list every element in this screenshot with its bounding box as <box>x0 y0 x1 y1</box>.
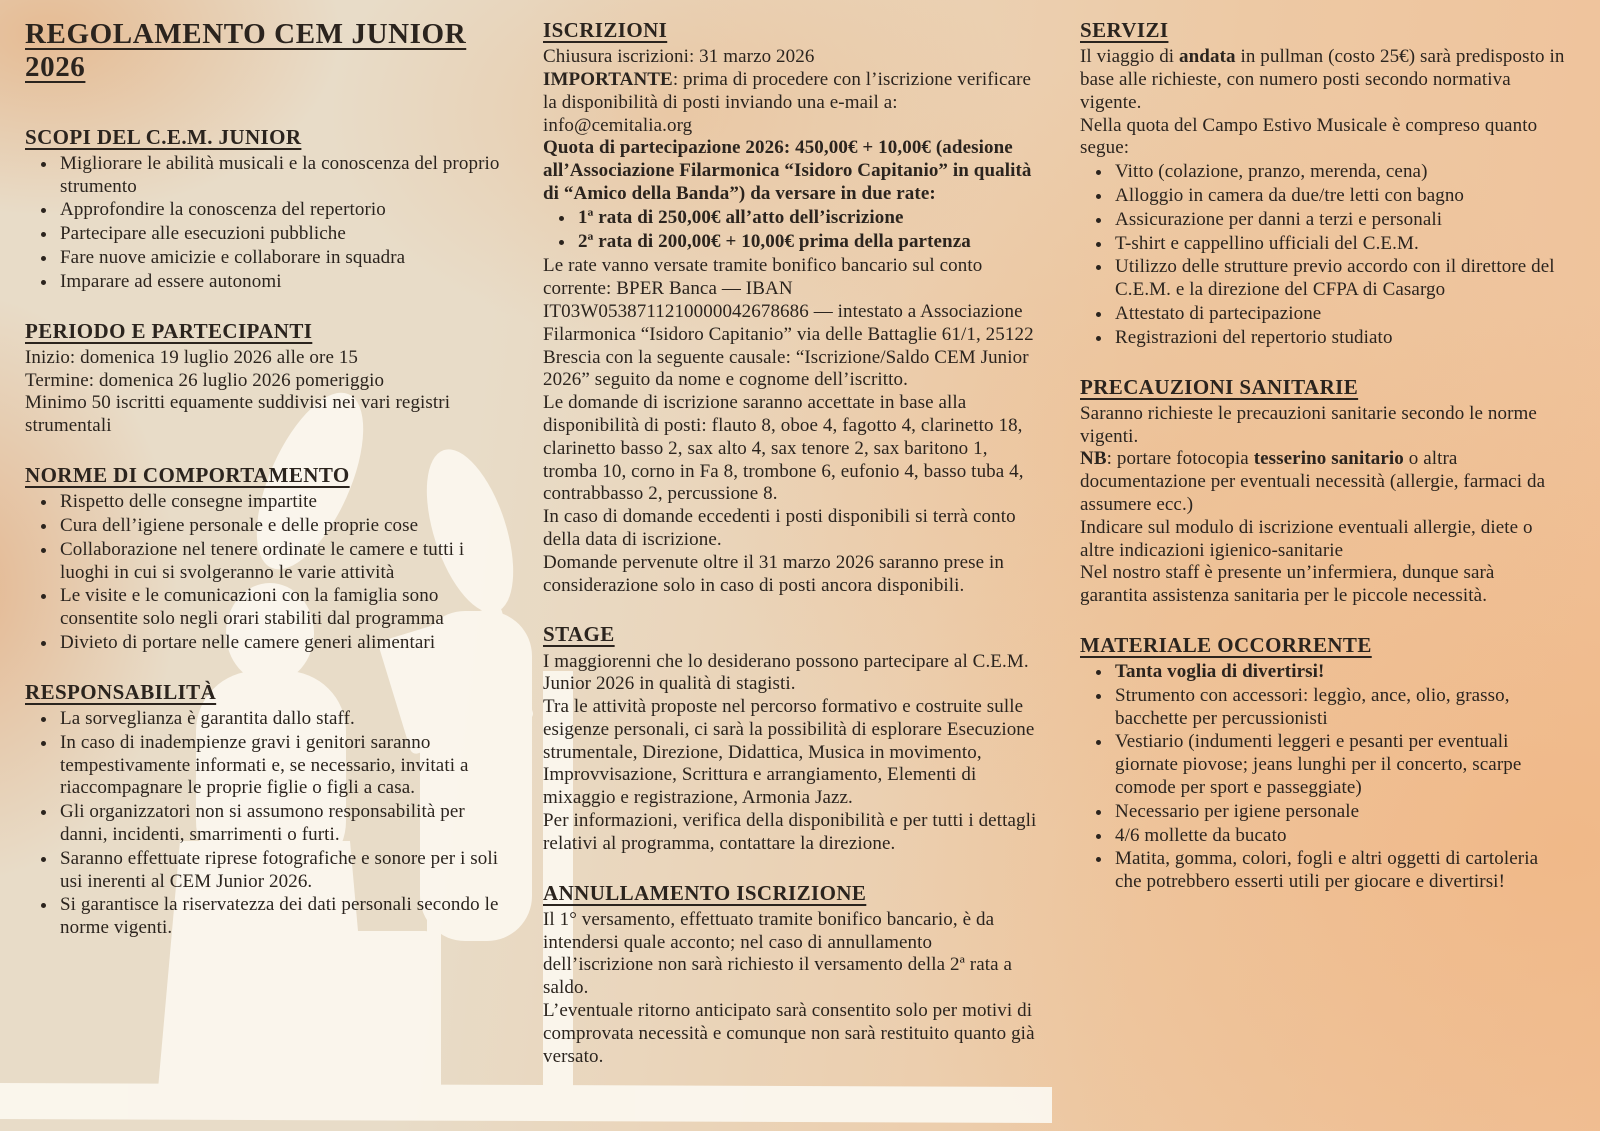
text-run: Nel nostro staff è presente un’infermiera, dunque sarà garantita assistenza sanitaria per le piccole necessità. <box>1080 562 1495 607</box>
text-run: Migliorare le abilità musicali e la conoscenza del proprio strumento <box>60 152 500 197</box>
text-run: Alloggio in camera da due/tre letti con bagno <box>1115 184 1465 206</box>
paragraph <box>1080 115 1566 161</box>
bold-text: Tanta voglia di divertirsi! <box>1115 661 1325 683</box>
text-run: In caso di domande eccedenti i posti disponibili si terrà conto della data di iscrizione. <box>543 506 1016 550</box>
paragraph <box>543 255 1040 392</box>
paragraph <box>1080 448 1566 516</box>
bold-text: IMPORTANTE <box>543 68 673 90</box>
bold-text: 2ª rata di 200,00€ + 10,00€ prima della partenza <box>578 230 971 252</box>
text-run: Le domande di iscrizione saranno accettate in base alla disponibilità di posti: flauto 8, oboe 4, fagotto 4, clarinetto 18, clarinetto basso 2, sax alto 4, sax tenore 2, sax baritono 1, tromba 10, corno in Fa 8, trombone 6, eufonio 4, basso tuba 4, contrabbasso 2, percussione 8. <box>543 392 1024 505</box>
bullet-list <box>25 708 503 940</box>
text-run: Imparare ad essere autonomi <box>60 270 282 292</box>
paragraph <box>543 552 1040 598</box>
section <box>1080 633 1566 894</box>
bullet-list <box>25 491 503 655</box>
section <box>25 463 503 655</box>
text-run: Partecipare alle esecuzioni pubbliche <box>60 223 346 245</box>
bullet-item <box>58 732 503 800</box>
paragraph <box>543 137 1040 205</box>
section-heading: SCOPI DEL C.E.M. JUNIOR <box>25 124 302 149</box>
text-run: 4/6 mollette da bucato <box>1115 824 1287 846</box>
text-run: In caso di inadempienze gravi i genitori saranno tempestivamente informati e, se necessario, invitati a riaccompagnare le proprie figlie o figli a casa. <box>60 731 469 799</box>
text-run: Fare nuove amicizie e collaborare in squadra <box>60 247 406 269</box>
text-run: Il 1° versamento, effettuato tramite bonifico bancario, è da intendersi quale acconto; nel caso di annullamento dell’iscrizione non sarà richiesto il versamento della 2ª rata a saldo. <box>543 908 1013 999</box>
text-run: Necessario per igiene personale <box>1115 800 1360 822</box>
bullet-item <box>1113 161 1566 184</box>
text-run: Matita, gomma, colori, fogli e altri oggetti di cartoleria che potrebbero esserti utili per giocare e divertirsi! <box>1115 848 1539 893</box>
text-run: Saranno richieste le precauzioni sanitarie secondo le norme vigenti. <box>1080 402 1537 447</box>
text-run: Inizio: domenica 19 luglio 2026 alle ore 15 <box>25 346 359 368</box>
bold-text: Quota di partecipazione 2026: 450,00€ + 10,00€ (adesione all’Associazione Filarmonica “Isidoro Capitanio” in qualità di “Amico della Banda”) da versare in due rate: <box>543 137 1032 204</box>
paragraph <box>543 1000 1040 1068</box>
text-run: Nella quota del Campo Estivo Musicale è compreso quanto segue: <box>1080 114 1538 159</box>
paragraph <box>25 347 503 370</box>
paragraph <box>543 392 1040 506</box>
column-2 <box>543 18 1040 1131</box>
text-run: o altra documentazione per eventuali necessità (allergie, farmaci da assumere ecc.) <box>1080 448 1546 515</box>
text-run: Termine: domenica 26 luglio 2026 pomeriggio <box>25 369 385 391</box>
paragraph <box>1080 46 1566 114</box>
text-run: Attestato di partecipazione <box>1115 302 1322 324</box>
bullet-item <box>1113 256 1566 302</box>
text-run: Le visite e le comunicazioni con la famiglia sono consentite solo negli orari stabiliti dal programma <box>60 585 444 630</box>
section-heading: PERIODO E PARTECIPANTI <box>25 318 313 343</box>
bullet-item <box>1113 209 1566 232</box>
text-run: Cura dell’igiene personale e delle proprie cose <box>60 515 419 537</box>
text-run: Tra le attività proposte nel percorso formativo e costruite sulle esigenze personali, ci sarà la possibilità di esplorare Esecuzione strumentale, Direzione, Didattica, Musica in movimento, Improvvisazione, Scrittura e arrangiamento, Elementi di mixaggio e registrazione, Armonia Jazz. <box>543 696 1035 809</box>
section-heading: PRECAUZIONI SANITARIE <box>1080 374 1359 399</box>
paragraph <box>1080 562 1566 608</box>
paragraph <box>543 810 1040 856</box>
text-run: L’eventuale ritorno anticipato sarà consentito solo per motivi di comprovata necessità e comunque non sarà restituito quanto già versato. <box>543 1000 1035 1067</box>
bullet-item <box>58 199 503 222</box>
section <box>1080 18 1566 350</box>
bullet-item <box>1113 185 1566 208</box>
bullet-item <box>1113 801 1566 824</box>
paragraph <box>543 69 1040 137</box>
text-run: La sorveglianza è garantita dallo staff. <box>60 707 355 729</box>
text-run: Le rate vanno versate tramite bonifico bancario sul conto corrente: BPER Banca — IBAN IT03W0538711210000042678686 — intestato a Associazione Filarmonica “Isidoro Capitanio” via delle Battaglie 61/1, 25122 Brescia con la seguente causale: “Iscrizione/Saldo CEM Junior 2026” seguito da nome e cognome dell’iscritto. <box>543 255 1034 391</box>
paragraph <box>1080 517 1566 563</box>
text-run: Vestiario (indumenti leggeri e pesanti per eventuali giornate piovose; jeans lunghi per il concerto, scarpe comode per sport e passeggiate) <box>1115 731 1522 799</box>
paragraph <box>1080 403 1566 449</box>
paragraph <box>543 651 1040 697</box>
paragraph <box>25 370 503 393</box>
bullet-item <box>576 207 1040 230</box>
text-run: Si garantisce la riservatezza dei dati personali secondo le norme vigenti. <box>60 894 499 939</box>
bullet-item <box>1113 303 1566 326</box>
text-run: Approfondire la conoscenza del repertorio <box>60 199 386 221</box>
text-run: Per informazioni, verifica della disponibilità e per tutti i dettagli relativi al programma, contattare la direzione. <box>543 810 1037 854</box>
section-heading: MATERIALE OCCORRENTE <box>1080 632 1372 657</box>
bullet-item <box>1113 825 1566 848</box>
text-run: Assicurazione per danni a terzi e personali <box>1115 208 1443 230</box>
bullet-list <box>25 153 503 294</box>
column-1 <box>25 18 503 1131</box>
bullet-item <box>58 708 503 731</box>
section <box>25 125 503 294</box>
bullet-list <box>1080 161 1566 349</box>
bold-text: NB <box>1080 448 1107 470</box>
text-run: I maggiorenni che lo desiderano possono partecipare al C.E.M. Junior 2026 in qualità di stagisti. <box>543 650 1029 695</box>
bullet-item <box>58 632 503 655</box>
bullet-item <box>58 223 503 246</box>
section <box>1080 375 1566 608</box>
section <box>543 18 1040 597</box>
bullet-item <box>58 894 503 940</box>
section-heading: SERVIZI <box>1080 18 1169 42</box>
text-run: T-shirt e cappellino ufficiali del C.E.M. <box>1115 232 1419 254</box>
text-run: Strumento con accessori: leggìo, ance, olio, grasso, bacchette per percussionisti <box>1115 684 1510 729</box>
text-run: Chiusura iscrizioni: 31 marzo 2026 <box>543 46 815 68</box>
bullet-item <box>1113 661 1566 684</box>
bold-text: 1ª rata di 250,00€ all’atto dell’iscrizione <box>578 206 904 228</box>
bullet-item <box>58 515 503 538</box>
bold-text: tesserino sanitario <box>1253 448 1404 470</box>
bullet-list <box>543 207 1040 254</box>
bullet-item <box>58 271 503 294</box>
bullet-item <box>1113 848 1566 894</box>
text-run: Vitto (colazione, pranzo, merenda, cena) <box>1115 161 1428 183</box>
section <box>25 680 503 940</box>
bullet-item <box>58 539 503 585</box>
paragraph <box>543 696 1040 810</box>
text-run: Domande pervenute oltre il 31 marzo 2026 saranno prese in considerazione solo in caso di posti ancora disponibili. <box>543 551 1005 596</box>
paragraph <box>543 46 1040 69</box>
section-heading: ISCRIZIONI <box>543 18 668 42</box>
section-heading: RESPONSABILITÀ <box>25 679 217 704</box>
text-run: Divieto di portare nelle camere generi alimentari <box>60 632 436 653</box>
bullet-item <box>58 848 503 894</box>
bullet-item <box>58 247 503 270</box>
page-title: REGOLAMENTO CEM JUNIOR 2026 <box>25 18 467 84</box>
bullet-item <box>58 801 503 847</box>
text-run: Registrazioni del repertorio studiato <box>1115 326 1393 348</box>
text-run: Saranno effettuate riprese fotografiche e sonore per i soli usi inerenti al CEM Junior 2026. <box>60 847 499 892</box>
bold-text: andata <box>1179 46 1236 68</box>
text-run: Il viaggio di <box>1080 46 1180 68</box>
text-run: Indicare sul modulo di iscrizione eventuali allergie, diete o altre indicazioni igienico-sanitarie <box>1080 516 1533 561</box>
bullet-item <box>1113 685 1566 731</box>
text-run: Minimo 50 iscritti equamente suddivisi nei vari registri strumentali <box>25 392 451 437</box>
paragraph <box>25 392 503 438</box>
column-3 <box>1080 18 1566 1131</box>
bullet-item <box>1113 731 1566 799</box>
text-run: Utilizzo delle strutture previo accordo con il direttore del C.E.M. e la direzione del CFPA di Casargo <box>1115 256 1555 301</box>
section <box>543 622 1040 855</box>
text-run: in pullman (costo 25€) sarà predisposto in base alle richieste, con numero posti secondo normativa vigente. <box>1080 46 1565 113</box>
bullet-list <box>1080 661 1566 894</box>
bullet-item <box>58 585 503 631</box>
section-heading: NORME DI COMPORTAMENTO <box>25 463 350 488</box>
section-heading: STAGE <box>543 622 615 647</box>
section-heading: ANNULLAMENTO ISCRIZIONE <box>543 880 867 905</box>
text-run: Rispetto delle consegne impartite <box>60 491 318 513</box>
bullet-item <box>1113 327 1566 350</box>
bullet-item <box>576 231 1040 254</box>
bullet-item <box>58 153 503 199</box>
bullet-item <box>1113 233 1566 256</box>
text-run: : prima di procedere con l’iscrizione verificare la disponibilità di posti inviando una e-mail a: info@cemitalia.org <box>543 68 1032 136</box>
paragraph <box>543 909 1040 1000</box>
text-run: Collaborazione nel tenere ordinate le camere e tutti i luoghi in cui si svolgeranno le varie attività <box>60 538 465 583</box>
section <box>543 881 1040 1069</box>
text-run: : portare fotocopia <box>1106 448 1254 470</box>
paragraph <box>543 506 1040 552</box>
text-run: Gli organizzatori non si assumono responsabilità per danni, incidenti, smarrimenti o furti. <box>60 801 465 845</box>
bullet-item <box>58 491 503 514</box>
section <box>25 319 503 438</box>
